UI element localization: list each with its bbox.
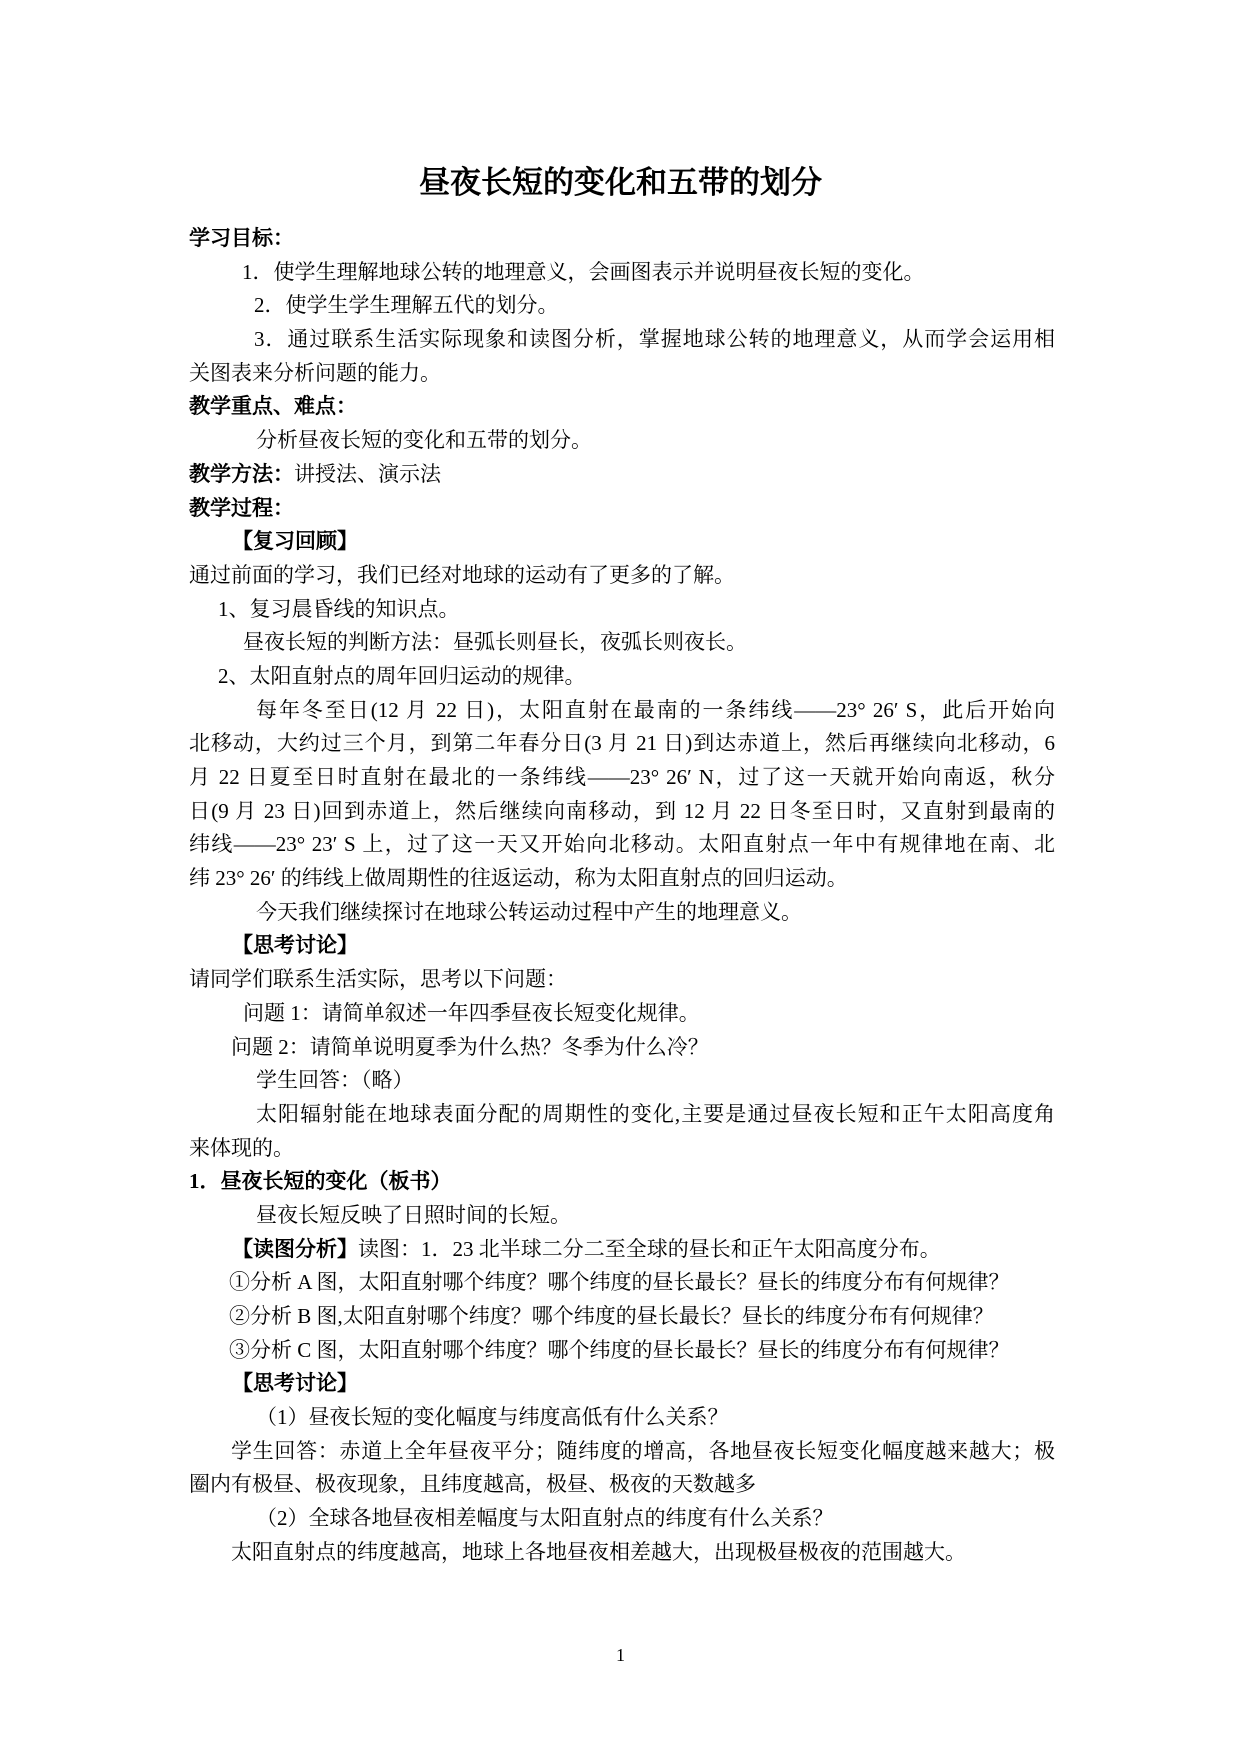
review-point-2-detail-line-1: 每年冬至日(12 月 22 日)，太阳直射在最南的一条纬线——23° 26′ S，此后开始向 — [256, 697, 1055, 722]
discussion-1-heading: 【思考讨论】 — [232, 933, 358, 958]
section-1-heading: 1．昼夜长短的变化（板书） — [189, 1169, 452, 1194]
objective-item-3-line-2: 关图表来分析问题的能力。 — [189, 360, 441, 385]
discussion-1-summary-line-1: 太阳辐射能在地球表面分配的周期性的变化,主要是通过昼夜长短和正午太阳高度角 — [256, 1101, 1055, 1126]
review-heading: 【复习回顾】 — [232, 529, 358, 554]
reading-analysis-line — [189, 1233, 1055, 1267]
review-point-2-detail-line-5: 纬线——23° 23′ S 上，过了这一天又开始向北移动。太阳直射点一年中有规律地在南、北 — [189, 832, 1055, 857]
objectives-heading: 学习目标： — [189, 226, 294, 250]
discussion-1-prompt: 请同学们联系生活实际，思考以下问题： — [189, 967, 567, 992]
document-title: 昼夜长短的变化和五带的划分 — [419, 165, 822, 200]
reading-analysis-text: 读图：1．23 北半球二分二至全球的昼长和正午太阳高度分布。 — [358, 1236, 941, 1261]
reading-analysis-label: 【读图分析】 — [232, 1236, 358, 1261]
review-intro: 通过前面的学习，我们已经对地球的运动有了更多的了解。 — [189, 562, 735, 587]
page-number: 1 — [616, 1645, 625, 1665]
section-1-intro: 昼夜长短反映了日照时间的长短。 — [256, 1202, 571, 1227]
review-point-1: 1、复习晨昏线的知识点。 — [218, 596, 460, 621]
review-transition: 今天我们继续探讨在地球公转运动过程中产生的地理意义。 — [256, 899, 802, 924]
objective-item-3-line-1: 3．通过联系生活实际现象和读图分析，掌握地球公转的地理意义，从而学会运用相 — [254, 327, 1055, 352]
review-point-1-detail: 昼夜长短的判断方法：昼弧长则昼长，夜弧长则夜长。 — [243, 630, 747, 655]
review-point-2-detail-line-3: 月 22 日夏至日时直射在最北的一条纬线——23° 26′ N，过了这一天就开始向南返，秋分 — [189, 765, 1055, 789]
document-body — [189, 222, 1055, 1570]
discussion-2-answer-2: 太阳直射点的纬度越高，地球上各地昼夜相差越大，出现极昼极夜的范围越大。 — [231, 1539, 966, 1564]
discussion-1-question-2: 问题 2：请简单说明夏季为什么热？冬季为什么冷？ — [231, 1034, 709, 1059]
discussion-2-question-1: （1）昼夜长短的变化幅度与纬度高低有什么关系？ — [256, 1405, 729, 1430]
discussion-2-answer-1-line-2: 圈内有极昼、极夜现象，且纬度越高，极昼、极夜的天数越多 — [189, 1472, 756, 1497]
discussion-2-question-2: （2）全球各地昼夜相差幅度与太阳直射点的纬度有什么关系？ — [256, 1506, 834, 1531]
review-point-2: 2、太阳直射点的周年回归运动的规律。 — [218, 663, 586, 688]
analysis-question-a: ①分析 A 图，太阳直射哪个纬度？哪个纬度的昼长最长？昼长的纬度分布有何规律？ — [229, 1270, 1010, 1295]
objective-item-1: 1．使学生理解地球公转的地理意义，会画图表示并说明昼夜长短的变化。 — [242, 259, 925, 284]
review-point-2-detail-line-6: 纬 23° 26′ 的纬线上做周期性的往返运动，称为太阳直射点的回归运动。 — [189, 866, 848, 891]
methods-label: 教学方法： — [189, 461, 294, 486]
analysis-question-c: ③分析 C 图，太阳直射哪个纬度？哪个纬度的昼长最长？昼长的纬度分布有何规律？ — [229, 1337, 1010, 1362]
key-points-text: 分析昼夜长短的变化和五带的划分。 — [256, 428, 592, 453]
methods-text: 讲授法、演示法 — [294, 461, 441, 486]
key-points-heading: 教学重点、难点： — [189, 394, 357, 419]
discussion-1-summary-line-2: 来体现的。 — [189, 1135, 294, 1160]
review-point-2-detail-line-4: 日(9 月 23 日)回到赤道上，然后继续向南移动，到 12 月 22 日冬至日时，又直射到最南的 — [189, 798, 1055, 823]
process-heading: 教学过程： — [189, 495, 294, 520]
discussion-1-answer: 学生回答：（略） — [256, 1068, 414, 1093]
analysis-question-b: ②分析 B 图,太阳直射哪个纬度？哪个纬度的昼长最长？昼长的纬度分布有何规律？ — [229, 1304, 994, 1328]
discussion-2-heading: 【思考讨论】 — [232, 1371, 358, 1396]
discussion-2-answer-1-line-1: 学生回答：赤道上全年昼夜平分；随纬度的增高，各地昼夜长短变化幅度越来越大；极 — [231, 1438, 1055, 1463]
methods-line — [189, 458, 1055, 492]
objective-item-2: 2．使学生学生理解五代的划分。 — [254, 293, 559, 318]
review-point-2-detail-line-2: 北移动，大约过三个月，到第二年春分日(3 月 21 日)到达赤道上，然后再继续向北移动，6 — [189, 731, 1055, 756]
discussion-1-question-1: 问题 1：请简单叙述一年四季昼夜长短变化规律。 — [243, 1000, 700, 1025]
